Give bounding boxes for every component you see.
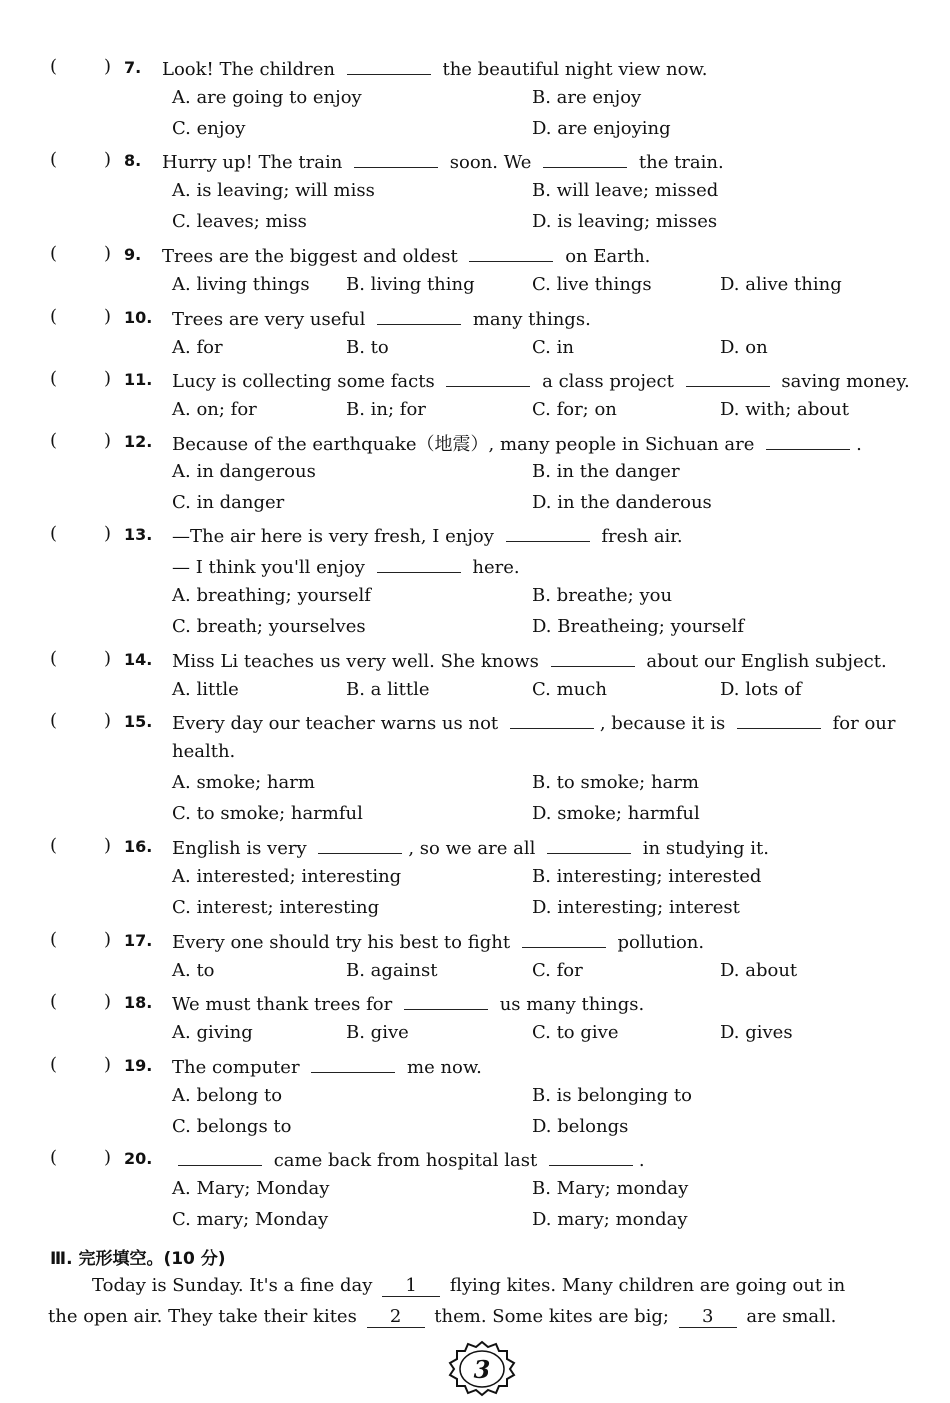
option-a: A. on; for xyxy=(172,399,257,420)
answer-paren-right: ) xyxy=(104,306,112,327)
stem-text: English is very xyxy=(172,838,313,859)
stem-text: Lucy is collecting some facts xyxy=(172,371,441,392)
stem-text: a class project xyxy=(536,371,680,392)
question-stem xyxy=(172,1147,645,1171)
question-stem-line-2 xyxy=(172,554,520,578)
option-c: C. to smoke; harmful xyxy=(172,803,363,824)
question-number: 8. xyxy=(124,151,142,170)
answer-blank[interactable] xyxy=(347,56,431,75)
question-19-stem-row xyxy=(0,1054,950,1085)
stem-text: health. xyxy=(172,741,236,762)
option-c: C. in xyxy=(532,337,574,358)
question-stem-continued xyxy=(0,741,950,772)
answer-blank[interactable] xyxy=(311,1054,395,1073)
option-a: A. interested; interesting xyxy=(172,866,402,887)
option-d: D. mary; monday xyxy=(532,1209,688,1230)
option-d: D. in the danderous xyxy=(532,492,712,513)
answer-blank[interactable] xyxy=(543,149,627,168)
stem-text: Every one should try his best to fight xyxy=(172,932,516,953)
question-9-stem-row xyxy=(0,243,950,274)
passage-text: the open air. They take their kites xyxy=(48,1306,363,1327)
passage-text: flying kites. Many children are going out in xyxy=(444,1275,846,1296)
section-title: Ⅲ. 完形填空。(10 分) xyxy=(50,1249,226,1269)
option-b: B. give xyxy=(346,1022,409,1043)
question-stem xyxy=(172,648,887,672)
answer-paren-right: ) xyxy=(104,149,112,170)
answer-paren-left[interactable]: ( xyxy=(50,835,58,856)
option-d: D. about xyxy=(720,960,798,981)
stem-text: the beautiful night view now. xyxy=(436,59,708,80)
option-a: A. belong to xyxy=(172,1085,283,1106)
stem-text: Look! The children xyxy=(162,59,341,80)
question-number: 16. xyxy=(124,837,153,856)
option-c: C. for; on xyxy=(532,399,617,420)
stem-text: Trees are very useful xyxy=(172,309,372,330)
option-b: B. Mary; monday xyxy=(532,1178,689,1199)
option-d: D. gives xyxy=(720,1022,793,1043)
stem-text: The computer xyxy=(172,1057,306,1078)
answer-blank[interactable] xyxy=(551,648,635,667)
stem-text: came back from hospital last xyxy=(268,1150,543,1171)
answer-paren-left[interactable]: ( xyxy=(50,710,58,731)
answer-blank[interactable] xyxy=(178,1147,262,1166)
question-stem xyxy=(172,991,644,1015)
answer-blank[interactable] xyxy=(510,710,594,729)
option-c: C. leaves; miss xyxy=(172,211,307,232)
option-b: B. are enjoy xyxy=(532,87,642,108)
question-12-stem-row xyxy=(0,430,950,461)
answer-blank[interactable] xyxy=(737,710,821,729)
option-b: B. a little xyxy=(346,679,430,700)
page-number: 3 xyxy=(473,1355,491,1384)
question-18-stem-row xyxy=(0,991,950,1022)
stem-text: saving money. xyxy=(775,371,910,392)
option-a: A. for xyxy=(172,337,223,358)
question-11-stem-row xyxy=(0,368,950,399)
option-d: D. interesting; interest xyxy=(532,897,740,918)
option-b: B. to xyxy=(346,337,389,358)
stem-text: We must thank trees for xyxy=(172,994,398,1015)
answer-paren-left[interactable]: ( xyxy=(50,1147,58,1168)
option-c: C. breath; yourselves xyxy=(172,616,366,637)
question-number: 7. xyxy=(124,58,142,77)
question-number: 19. xyxy=(124,1056,153,1075)
answer-paren-right: ) xyxy=(104,368,112,389)
stem-text: for our xyxy=(826,713,896,734)
question-7-stem-row xyxy=(0,56,950,87)
question-stem xyxy=(172,835,769,859)
stem-text: fresh air. xyxy=(595,526,683,547)
question-stem xyxy=(172,1054,482,1078)
answer-paren-left[interactable]: ( xyxy=(50,306,58,327)
answer-paren-right: ) xyxy=(104,991,112,1012)
question-number: 18. xyxy=(124,993,153,1012)
option-d: D. with; about xyxy=(720,399,849,420)
option-c: C. live things xyxy=(532,274,652,295)
question-stem xyxy=(172,430,862,456)
option-a: A. is leaving; will miss xyxy=(172,180,375,201)
stem-text: , so we are all xyxy=(408,838,542,859)
question-number: 14. xyxy=(124,650,153,669)
answer-paren-left[interactable]: ( xyxy=(50,56,58,77)
option-a: A. living things xyxy=(172,274,310,295)
question-15-stem-row xyxy=(0,710,950,741)
question-stem xyxy=(172,929,704,953)
answer-blank[interactable] xyxy=(404,991,488,1010)
question-stem xyxy=(162,149,724,173)
stem-text: Miss Li teaches us very well. She knows xyxy=(172,651,545,672)
option-d: D. belongs xyxy=(532,1116,629,1137)
answer-blank[interactable] xyxy=(377,554,461,573)
option-c: C. to give xyxy=(532,1022,619,1043)
stem-text: us many things. xyxy=(493,994,645,1015)
answer-paren-left[interactable]: ( xyxy=(50,368,58,389)
option-b: B. will leave; missed xyxy=(532,180,719,201)
option-a: A. in dangerous xyxy=(172,461,316,482)
answer-blank[interactable] xyxy=(354,149,438,168)
cloze-passage-line xyxy=(92,1275,845,1297)
option-a: A. breathing; yourself xyxy=(172,585,371,606)
answer-paren-right: ) xyxy=(104,523,112,544)
stem-text: Because of the earthquake（地震）, many people in Sichuan are xyxy=(172,434,761,455)
answer-paren-left[interactable]: ( xyxy=(50,430,58,451)
option-d: D. Breatheing; yourself xyxy=(532,616,745,637)
stem-text: soon. We xyxy=(444,152,538,173)
question-stem xyxy=(162,243,650,267)
option-a: A. little xyxy=(172,679,239,700)
answer-blank[interactable] xyxy=(522,929,606,948)
option-b: B. is belonging to xyxy=(532,1085,692,1106)
option-b: B. interesting; interested xyxy=(532,866,762,887)
stem-text: . xyxy=(638,1150,645,1171)
answer-blank[interactable] xyxy=(469,243,553,262)
answer-paren-left[interactable]: ( xyxy=(50,243,58,264)
answer-paren-right: ) xyxy=(104,835,112,856)
option-d: D. alive thing xyxy=(720,274,842,295)
option-a: A. Mary; Monday xyxy=(172,1178,330,1199)
option-a: A. giving xyxy=(172,1022,253,1043)
passage-text: them. Some kites are big; xyxy=(428,1306,675,1327)
question-16-stem-row xyxy=(0,835,950,866)
question-stem xyxy=(172,710,896,734)
option-d: D. are enjoying xyxy=(532,118,671,139)
question-number: 9. xyxy=(124,245,142,264)
stem-text: here. xyxy=(466,557,520,578)
option-c: C. much xyxy=(532,679,607,700)
answer-blank[interactable] xyxy=(377,306,461,325)
stem-text: pollution. xyxy=(611,932,705,953)
answer-blank[interactable] xyxy=(446,368,530,387)
question-number: 13. xyxy=(124,525,153,544)
option-d: D. is leaving; misses xyxy=(532,211,718,232)
answer-paren-right: ) xyxy=(104,430,112,451)
answer-paren-left[interactable]: ( xyxy=(50,929,58,950)
option-a: A. are going to enjoy xyxy=(172,87,362,108)
question-stem xyxy=(172,368,910,392)
answer-paren-right: ) xyxy=(104,243,112,264)
option-b: B. to smoke; harm xyxy=(532,772,699,793)
question-number: 12. xyxy=(124,432,153,451)
answer-paren-right: ) xyxy=(104,648,112,669)
answer-blank[interactable] xyxy=(549,1147,633,1166)
answer-paren-right: ) xyxy=(104,56,112,77)
answer-paren-left[interactable]: ( xyxy=(50,1054,58,1075)
question-stem-continued xyxy=(0,554,950,585)
question-14-stem-row xyxy=(0,648,950,679)
answer-paren-right: ) xyxy=(104,1147,112,1168)
stem-text: Every day our teacher warns us not xyxy=(172,713,504,734)
option-c: C. enjoy xyxy=(172,118,246,139)
option-d: D. lots of xyxy=(720,679,802,700)
question-stem xyxy=(172,306,591,330)
option-b: B. in the danger xyxy=(532,461,680,482)
question-number: 15. xyxy=(124,712,153,731)
option-b: B. breathe; you xyxy=(532,585,673,606)
cloze-numbered-blank[interactable]: 3 xyxy=(679,1306,737,1328)
question-number: 20. xyxy=(124,1149,153,1168)
answer-blank[interactable] xyxy=(506,523,590,542)
passage-text: are small. xyxy=(740,1306,837,1327)
option-c: C. for xyxy=(532,960,583,981)
answer-paren-right: ) xyxy=(104,929,112,950)
stem-text: the train. xyxy=(633,152,724,173)
stem-text: on Earth. xyxy=(559,246,651,267)
answer-paren-left[interactable]: ( xyxy=(50,149,58,170)
option-b: B. against xyxy=(346,960,438,981)
option-b: B. in; for xyxy=(346,399,426,420)
question-stem xyxy=(162,56,707,80)
stem-text: in studying it. xyxy=(637,838,769,859)
stem-text: Trees are the biggest and oldest xyxy=(162,246,464,267)
stem-text: . xyxy=(856,434,862,455)
cloze-passage-line xyxy=(48,1306,836,1328)
question-20-stem-row xyxy=(0,1147,950,1178)
question-8-stem-row xyxy=(0,149,950,180)
stem-text: — I think you'll enjoy xyxy=(172,557,371,578)
question-number: 17. xyxy=(124,931,153,950)
stem-text: many things. xyxy=(467,309,591,330)
answer-paren-left[interactable]: ( xyxy=(50,523,58,544)
answer-paren-left[interactable]: ( xyxy=(50,648,58,669)
option-c: C. mary; Monday xyxy=(172,1209,329,1230)
stem-text: Hurry up! The train xyxy=(162,152,349,173)
option-c: C. in danger xyxy=(172,492,285,513)
stem-text: about our English subject. xyxy=(640,651,887,672)
question-17-stem-row xyxy=(0,929,950,960)
stem-text: me now. xyxy=(401,1057,482,1078)
option-a: A. smoke; harm xyxy=(172,772,315,793)
answer-paren-right: ) xyxy=(104,710,112,731)
page-number-badge xyxy=(446,1338,518,1398)
answer-paren-right: ) xyxy=(104,1054,112,1075)
stem-text: —The air here is very fresh, I enjoy xyxy=(172,526,500,547)
option-a: A. to xyxy=(172,960,215,981)
answer-blank[interactable] xyxy=(766,431,850,450)
question-stem-line-2 xyxy=(172,741,235,762)
cloze-numbered-blank[interactable]: 1 xyxy=(382,1275,440,1297)
option-d: D. on xyxy=(720,337,768,358)
option-d: D. smoke; harmful xyxy=(532,803,700,824)
option-b: B. living thing xyxy=(346,274,475,295)
question-number: 11. xyxy=(124,370,153,389)
option-c: C. interest; interesting xyxy=(172,897,380,918)
stem-text: , because it is xyxy=(599,713,731,734)
answer-blank[interactable] xyxy=(547,835,631,854)
question-10-stem-row xyxy=(0,306,950,337)
answer-paren-left[interactable]: ( xyxy=(50,991,58,1012)
question-number: 10. xyxy=(124,308,153,327)
cloze-numbered-blank[interactable]: 2 xyxy=(367,1306,425,1328)
answer-blank[interactable] xyxy=(686,368,770,387)
question-13-stem-row xyxy=(0,523,950,554)
option-c: C. belongs to xyxy=(172,1116,292,1137)
answer-blank[interactable] xyxy=(318,835,402,854)
question-stem xyxy=(172,523,683,547)
passage-text: Today is Sunday. It's a fine day xyxy=(92,1275,379,1296)
